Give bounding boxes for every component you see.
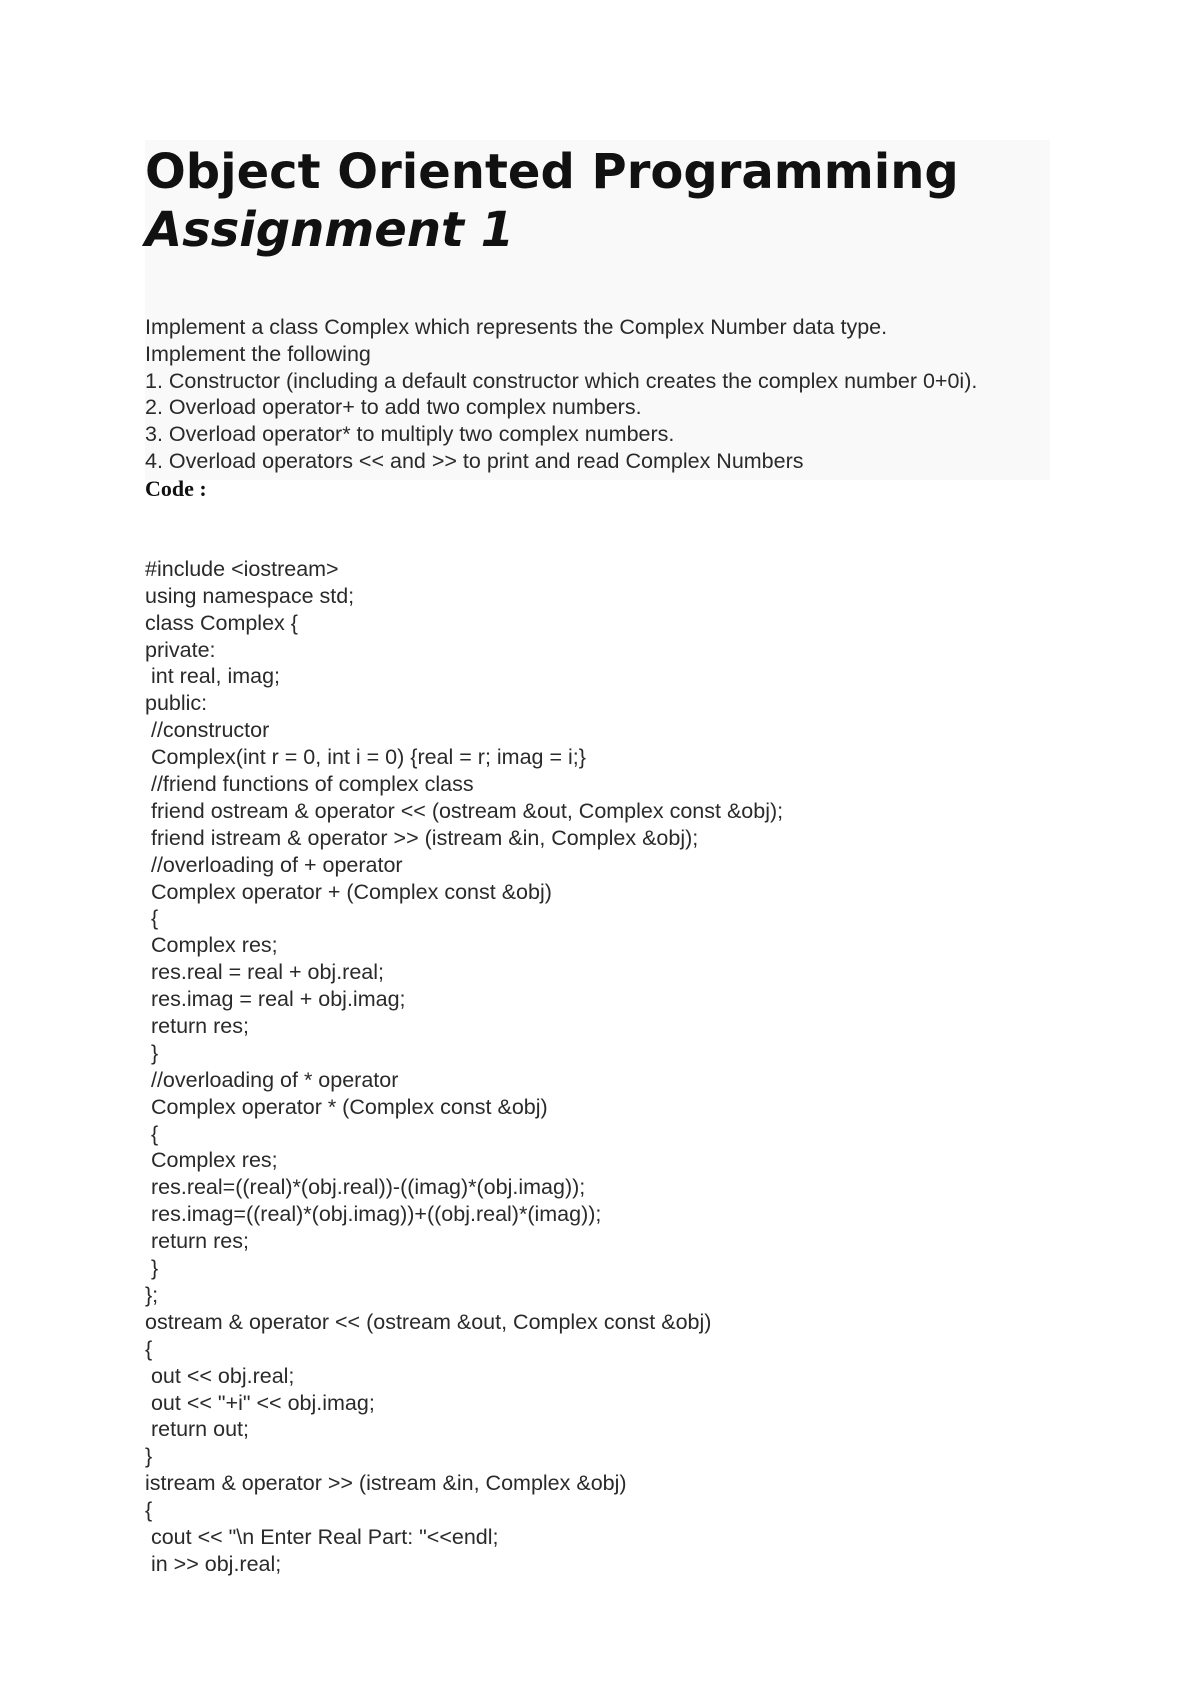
code-line: ostream & operator << (ostream &out, Complex const &obj) bbox=[145, 1309, 712, 1334]
description-line: Implement the following bbox=[145, 341, 371, 366]
code-line: res.imag=((real)*(obj.imag))+((obj.real)*(imag)); bbox=[145, 1202, 602, 1227]
code-line: out << "+i" << obj.imag; bbox=[145, 1390, 375, 1415]
code-line: istream & operator >> (istream &in, Complex &obj) bbox=[145, 1471, 627, 1496]
code-line: Complex(int r = 0, int i = 0) {real = r; imag = i;} bbox=[145, 745, 586, 770]
code-line: private: bbox=[145, 637, 216, 662]
code-line: //overloading of * operator bbox=[145, 1067, 399, 1092]
code-line: out << obj.real; bbox=[145, 1363, 295, 1388]
code-line: } bbox=[145, 1444, 153, 1469]
code-line: Complex res; bbox=[145, 1148, 278, 1173]
description-line: 4. Overload operators << and >> to print and read Complex Numbers bbox=[145, 448, 804, 473]
code-line: { bbox=[145, 1498, 153, 1523]
code-line: //friend functions of complex class bbox=[145, 772, 474, 797]
document-subtitle: Assignment 1 bbox=[145, 202, 515, 258]
code-line: } bbox=[145, 1256, 159, 1281]
code-line: cout << "\n Enter Real Part: "<<endl; bbox=[145, 1524, 499, 1549]
code-line: friend ostream & operator << (ostream &out, Complex const &obj); bbox=[145, 798, 784, 823]
code-line: public: bbox=[145, 691, 208, 716]
code-line bbox=[145, 529, 783, 556]
code-line: //overloading of + operator bbox=[145, 852, 403, 877]
document-title: Object Oriented Programming bbox=[145, 144, 959, 200]
code-line: friend istream & operator >> (istream &in, Complex &obj); bbox=[145, 825, 699, 850]
code-line: Complex operator * (Complex const &obj) bbox=[145, 1094, 548, 1119]
code-line: using namespace std; bbox=[145, 583, 355, 608]
code-line: return res; bbox=[145, 1229, 249, 1254]
code-line: return res; bbox=[145, 1014, 249, 1039]
code-line: res.real = real + obj.real; bbox=[145, 960, 385, 985]
code-line: Complex operator + (Complex const &obj) bbox=[145, 879, 552, 904]
code-line: }; bbox=[145, 1282, 159, 1307]
code-heading: Code : bbox=[145, 476, 207, 501]
code-line: { bbox=[145, 906, 159, 931]
code-line: res.imag = real + obj.imag; bbox=[145, 987, 406, 1012]
code-line: in >> obj.real; bbox=[145, 1551, 282, 1576]
code-line: //constructor bbox=[145, 718, 270, 743]
code-line: int real, imag; bbox=[145, 664, 281, 689]
code-listing bbox=[145, 529, 783, 1578]
code-line: res.real=((real)*(obj.real))-((imag)*(obj.imag)); bbox=[145, 1175, 586, 1200]
assignment-description bbox=[145, 314, 977, 475]
code-line: #include <iostream> bbox=[145, 556, 339, 581]
description-line: 3. Overload operator* to multiply two complex numbers. bbox=[145, 422, 675, 447]
code-line: } bbox=[145, 1040, 159, 1065]
code-line: { bbox=[145, 1336, 153, 1361]
description-line: Implement a class Complex which represents the Complex Number data type. bbox=[145, 315, 888, 339]
code-line: Complex res; bbox=[145, 933, 278, 958]
description-line: 1. Constructor (including a default constructor which creates the complex number 0+0i). bbox=[145, 368, 978, 393]
description-line: 2. Overload operator+ to add two complex numbers. bbox=[145, 395, 642, 420]
code-line: return out; bbox=[145, 1417, 249, 1442]
code-line: class Complex { bbox=[145, 610, 298, 635]
code-line: { bbox=[145, 1121, 159, 1146]
